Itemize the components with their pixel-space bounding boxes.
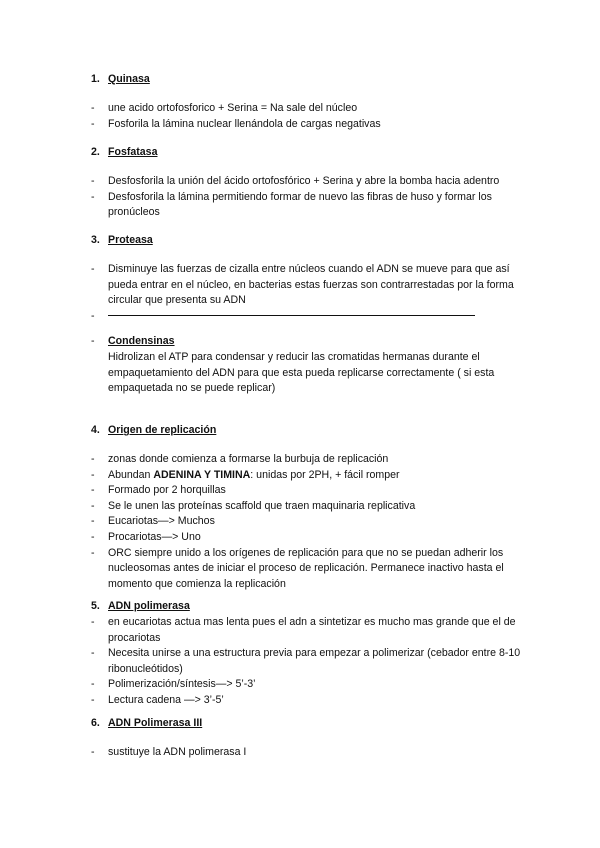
- list-item: - Se le unen las proteínas scaffold que traen maquinaria replicativa: [91, 499, 416, 512]
- list-adn-polimerasa-iii: [91, 745, 531, 761]
- list-item: - Disminuye las fuerzas de cizalla entre núcleos cuando el ADN se mueve para que así pueda entrar en el núcleo, en bacterias estas fuerzas son contrarrestadas por la forma circular que presenta su ADN: [91, 263, 514, 307]
- heading-title: Quinasa: [108, 73, 150, 85]
- heading-quinasa: 1. Quinasa: [91, 73, 150, 85]
- list-adn-polimerasa: [91, 615, 531, 709]
- condensinas-title: Condensinas: [108, 335, 175, 347]
- heading-adn-polimerasa-iii: 6. ADN Polimerasa III: [91, 717, 203, 729]
- list-item: - Lectura cadena —> 3’-5’: [91, 693, 224, 706]
- heading-origen-replicacion: 4. Origen de replicación: [91, 424, 217, 436]
- list-item: - Formado por 2 horquillas: [91, 484, 226, 497]
- list-fosfatasa: [91, 174, 531, 221]
- heading-proteasa: 3. Proteasa: [91, 234, 153, 246]
- list-item: - Abundan ADENINA Y TIMINA: unidas por 2PH, + fácil romper: [91, 468, 400, 481]
- list-item: - une acido ortofosforico + Serina = Na sale del núcleo: [91, 102, 358, 114]
- list-origen: [91, 452, 531, 592]
- list-item: - Procariotas—> Uno: [91, 530, 201, 543]
- condensinas-text: Hidrolizan el ATP para condensar y reducir las cromatidas hermanas durante el empaquetamiento del ADN para que esta pueda replicarse correctamente ( si esta empaquetada no se puede replicar): [108, 351, 495, 395]
- list-proteasa: [91, 262, 531, 324]
- list-item: - Desfosforila la unión del ácido ortofosfórico + Serina y abre la bomba hacia adentro: [91, 175, 500, 187]
- list-item: - sustituye la ADN polimerasa I: [91, 746, 247, 758]
- list-item: - ORC siempre unido a los orígenes de replicación para que no se puedan adherir los nucleosomas antes de iniciar el proceso de replicación. Permanece inactivo hasta el momento que comienza la replicación: [91, 546, 504, 590]
- list-item: - Desfosforila la lámina permitiendo formar de nuevo las fibras de huso y formar los pronúcleos: [91, 190, 492, 219]
- list-condensinas: [91, 334, 531, 350]
- list-item: - Fosforila la lámina nuclear llenándola de cargas negativas: [91, 117, 381, 130]
- list-item: - Eucariotas—> Muchos: [91, 515, 215, 528]
- divider-rule: -: [91, 309, 531, 325]
- list-item: - Polimerización/síntesis—> 5’-3’: [91, 678, 256, 691]
- list-item: - en eucariotas actua mas lenta pues el adn a sintetizar es mucho mas grande que el de procariotas: [91, 616, 516, 644]
- list-item: - Necesita unirse a una estructura previa para empezar a polimerizar (cebador entre 8-10 ribonucleótidos): [91, 647, 521, 675]
- list-item: - Condensinas: [91, 335, 175, 347]
- list-quinasa: [91, 101, 531, 132]
- heading-fosfatasa: 2. Fosfatasa: [91, 146, 158, 158]
- list-item: - zonas donde comienza a formarse la burbuja de replicación: [91, 453, 389, 465]
- heading-adn-polimerasa: 5. ADN polimerasa: [91, 600, 190, 612]
